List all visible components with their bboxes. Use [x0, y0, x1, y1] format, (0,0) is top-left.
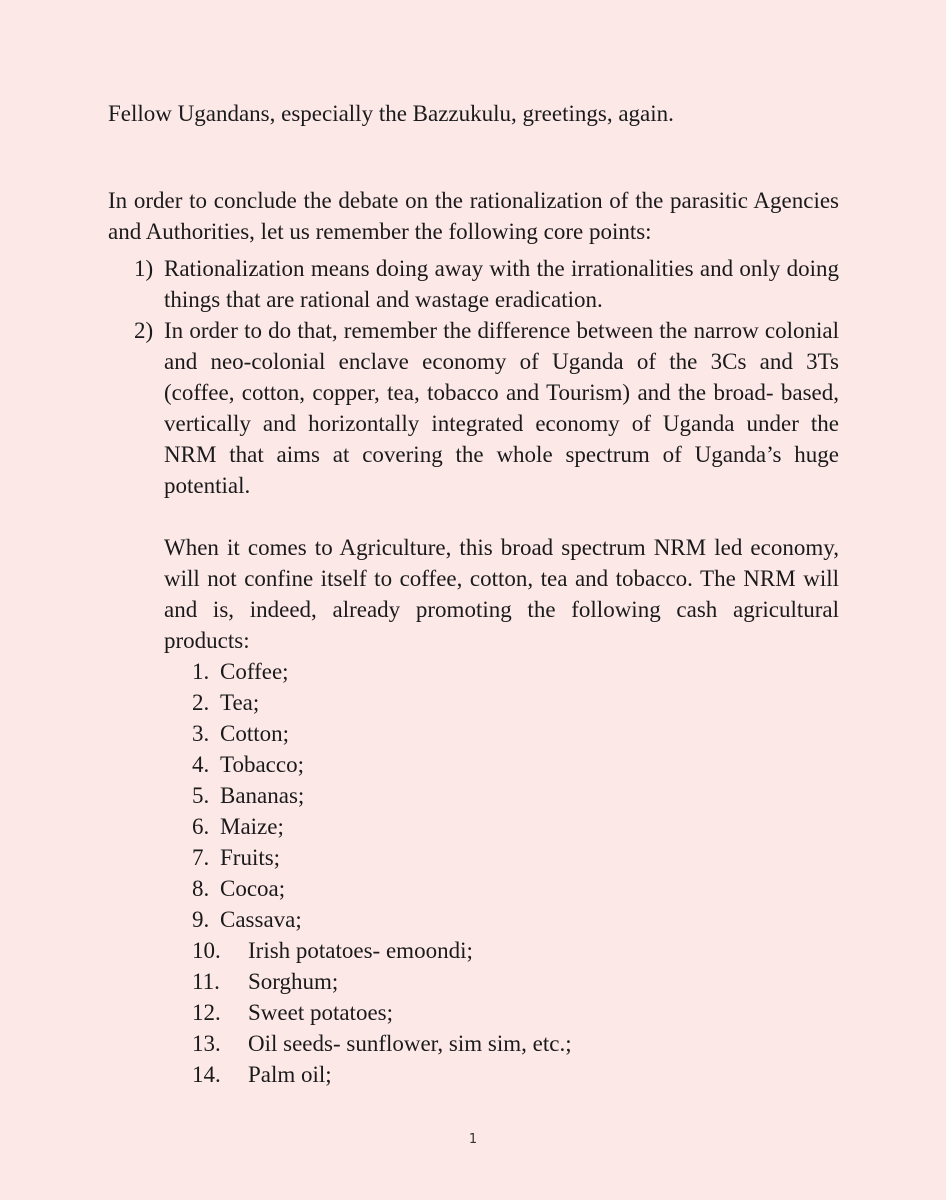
product-item [108, 904, 839, 935]
product-number: 10. [192, 938, 221, 963]
product-number: 11. [192, 969, 220, 994]
product-number: 9. [192, 907, 210, 932]
product-item [108, 1059, 839, 1090]
agriculture-paragraph: When it comes to Agriculture, this broad spectrum NRM led economy, will not confine itself to coffee, cotton, tea and tobacco. The NRM will and is, indeed, already promoting the following cash agricultural products: [164, 535, 839, 653]
product-name: Palm oil; [248, 1062, 332, 1087]
core-point [108, 315, 839, 656]
product-number: 2. [192, 690, 210, 715]
document-page [108, 98, 839, 1090]
product-name: Cassava; [220, 907, 302, 932]
product-number: 14. [192, 1062, 221, 1087]
product-item [108, 966, 839, 997]
product-number: 13. [192, 1031, 221, 1056]
product-item [108, 656, 839, 687]
product-item [108, 718, 839, 749]
core-point-text: In order to do that, remember the difference between the narrow colonial and neo-colonial enclave economy of Uganda of the 3Cs and 3Ts (coffee, cotton, copper, tea, tobacco and Tourism) and the broad- based, vertically and horizontally integrated economy of Uganda under the NRM that aims at covering the whole spectrum of Uganda’s huge potential. [164, 318, 839, 498]
product-name: Tea; [220, 690, 260, 715]
product-number: 8. [192, 876, 210, 901]
product-number: 1. [192, 659, 210, 684]
product-name: Cotton; [220, 721, 290, 746]
product-item [108, 842, 839, 873]
core-points-list [108, 253, 839, 656]
product-number: 5. [192, 783, 210, 808]
product-name: Sweet potatoes; [248, 1000, 393, 1025]
greeting-line: Fellow Ugandans, especially the Bazzukulu, greetings, again. [108, 101, 674, 126]
product-name: Irish potatoes- emoondi; [248, 938, 473, 963]
product-name: Bananas; [220, 783, 305, 808]
product-number: 3. [192, 721, 210, 746]
product-name: Maize; [220, 814, 284, 839]
product-number: 6. [192, 814, 210, 839]
product-name: Fruits; [220, 845, 281, 870]
product-name: Sorghum; [248, 969, 339, 994]
product-name: Tobacco; [220, 752, 304, 777]
product-number: 4. [192, 752, 210, 777]
product-item [108, 873, 839, 904]
product-item [108, 1028, 839, 1059]
page-number: 1 [468, 1132, 478, 1147]
product-number: 7. [192, 845, 210, 870]
product-item [108, 687, 839, 718]
core-point-number: 2) [134, 318, 154, 343]
product-number: 12. [192, 1000, 221, 1025]
product-name: Cocoa; [220, 876, 286, 901]
product-item [108, 811, 839, 842]
product-name: Coffee; [220, 659, 289, 684]
product-item [108, 780, 839, 811]
core-point-number: 1) [134, 256, 154, 281]
intro-paragraph: In order to conclude the debate on the rationalization of the parasitic Agencies and Authorities, let us remember the following core points: [108, 188, 839, 244]
core-point [108, 253, 839, 315]
product-name: Oil seeds- sunflower, sim sim, etc.; [248, 1031, 572, 1056]
product-item [108, 997, 839, 1028]
product-item [108, 935, 839, 966]
core-point-text: Rationalization means doing away with the irrationalities and only doing things that are rational and wastage eradication. [164, 256, 839, 312]
product-item [108, 749, 839, 780]
products-list [108, 656, 839, 1090]
